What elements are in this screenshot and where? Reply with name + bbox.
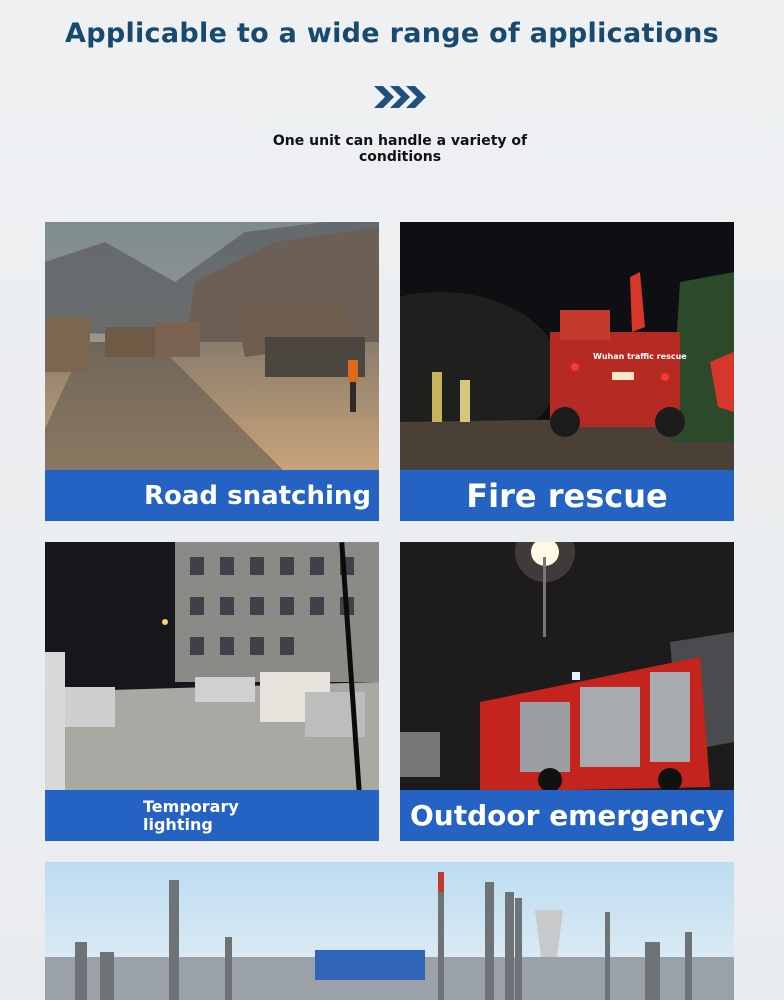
truck-overlay-text: Wuhan traffic rescue (593, 352, 687, 361)
application-card-road-snatching (45, 222, 379, 521)
page-subtitle: One unit can handle a variety of conditions (272, 133, 528, 165)
triple-chevron-right-icon (374, 86, 428, 108)
street-lighting-photo (45, 542, 379, 792)
card-label: Temporary lighting (143, 796, 239, 834)
card-label-bar (45, 790, 379, 841)
industrial-plant-photo (45, 862, 734, 1000)
fire-truck-photo (400, 542, 734, 792)
card-label-bar (45, 470, 379, 521)
card-label-bar (400, 790, 734, 841)
application-card-fire-rescue (400, 222, 734, 521)
page-title: Applicable to a wide range of applications (65, 18, 719, 49)
card-label-bar (400, 470, 734, 521)
road-construction-photo (45, 222, 379, 472)
application-card-outdoor-emergency (400, 542, 734, 841)
application-card-temporary-lighting (45, 542, 379, 841)
card-label: Fire rescue (466, 476, 668, 515)
card-label: Road snatching (144, 480, 372, 511)
night-rescue-photo (400, 222, 734, 472)
card-label: Outdoor emergency (410, 799, 724, 832)
